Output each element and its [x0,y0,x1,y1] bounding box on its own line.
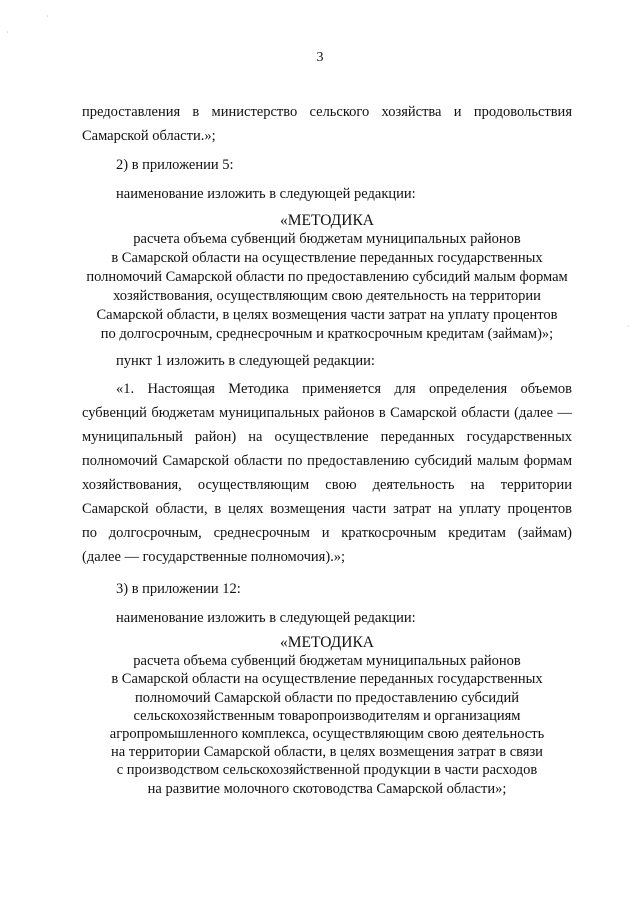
text-line: «1. Настоящая Методика применяется для определения объемов [116,381,572,397]
method-title: «МЕТОДИКА [280,212,374,229]
method-title-line: хозяйствования, осуществляющим свою деятельность на территории [113,288,541,304]
scan-mark: · [6,28,9,37]
text-line: Самарской области, в целях возмещения части затрат на уплату процентов [82,501,572,517]
method-title-line: сельскохозяйственным товаропроизводителям и организациям [133,707,521,724]
method-title-line: по долгосрочным, среднесрочным и краткосрочным кредитам (займам)»; [100,326,554,342]
scan-mark: · [627,322,630,331]
method-title-line: в Самарской области на осуществление переданных государственных [111,250,543,266]
paragraph-continuation [82,100,572,124]
method-title: «МЕТОДИКА [280,634,374,651]
method-title-line: в Самарской области на осуществление переданных государственных [111,671,543,688]
method-title-block-2 [82,634,572,798]
text-line: Самарской области.»; [82,128,216,144]
item-3-heading: 3) в приложении 12: [116,581,241,597]
text-line: по долгосрочным, среднесрочным и краткосрочным кредитам (займам) [82,525,572,541]
scan-mark: · [46,12,49,21]
method-title-line: расчета объема субвенций бюджетам муниципальных районов [133,653,521,670]
text-line: (далее — государственные полномочия).»; [82,549,346,565]
text-line: хозяйствования, осуществляющим свою деятельность на территории [82,477,572,493]
method-title-line: Самарской области, в целях возмещения части затрат на уплату процентов [96,307,558,323]
method-title-line: с производством сельскохозяйственной продукции в части расходов [116,762,538,779]
text-line: полномочий Самарской области по предоставлению субсидий малым формам [82,453,572,469]
name-instruction-2: наименование изложить в следующей редакции: [116,610,416,626]
text-line: предоставления в министерство сельского хозяйства и продовольствия [82,104,572,120]
method-title-line: на территории Самарской области, в целях возмещения затрат в связи [111,744,543,761]
paragraph-continuation-end [82,124,572,148]
method-title-line: полномочий Самарской области по предоставлению субсидий малым формам [86,269,568,285]
text-line: муниципальный район) на осуществление переданных государственных [82,429,572,445]
method-title-line: на развитие молочного скотоводства Самарской области»; [147,780,507,797]
item-2-heading: 2) в приложении 5: [116,157,234,173]
method-title-line: полномочий Самарской области по предоставлению субсидий [135,689,519,706]
name-instruction-1: наименование изложить в следующей редакции: [116,186,416,202]
text-line: субвенций бюджетам муниципальных районов в Самарской области (далее — [82,405,572,421]
page-number: 3 [316,50,324,65]
method-title-block-1 [82,211,572,344]
method-title-line: расчета объема субвенций бюджетам муниципальных районов [133,231,521,247]
method-title-line: агропромышленного комплекса, осуществляющим свою деятельность [109,726,545,743]
point-1-instruction: пункт 1 изложить в следующей редакции: [116,353,375,369]
